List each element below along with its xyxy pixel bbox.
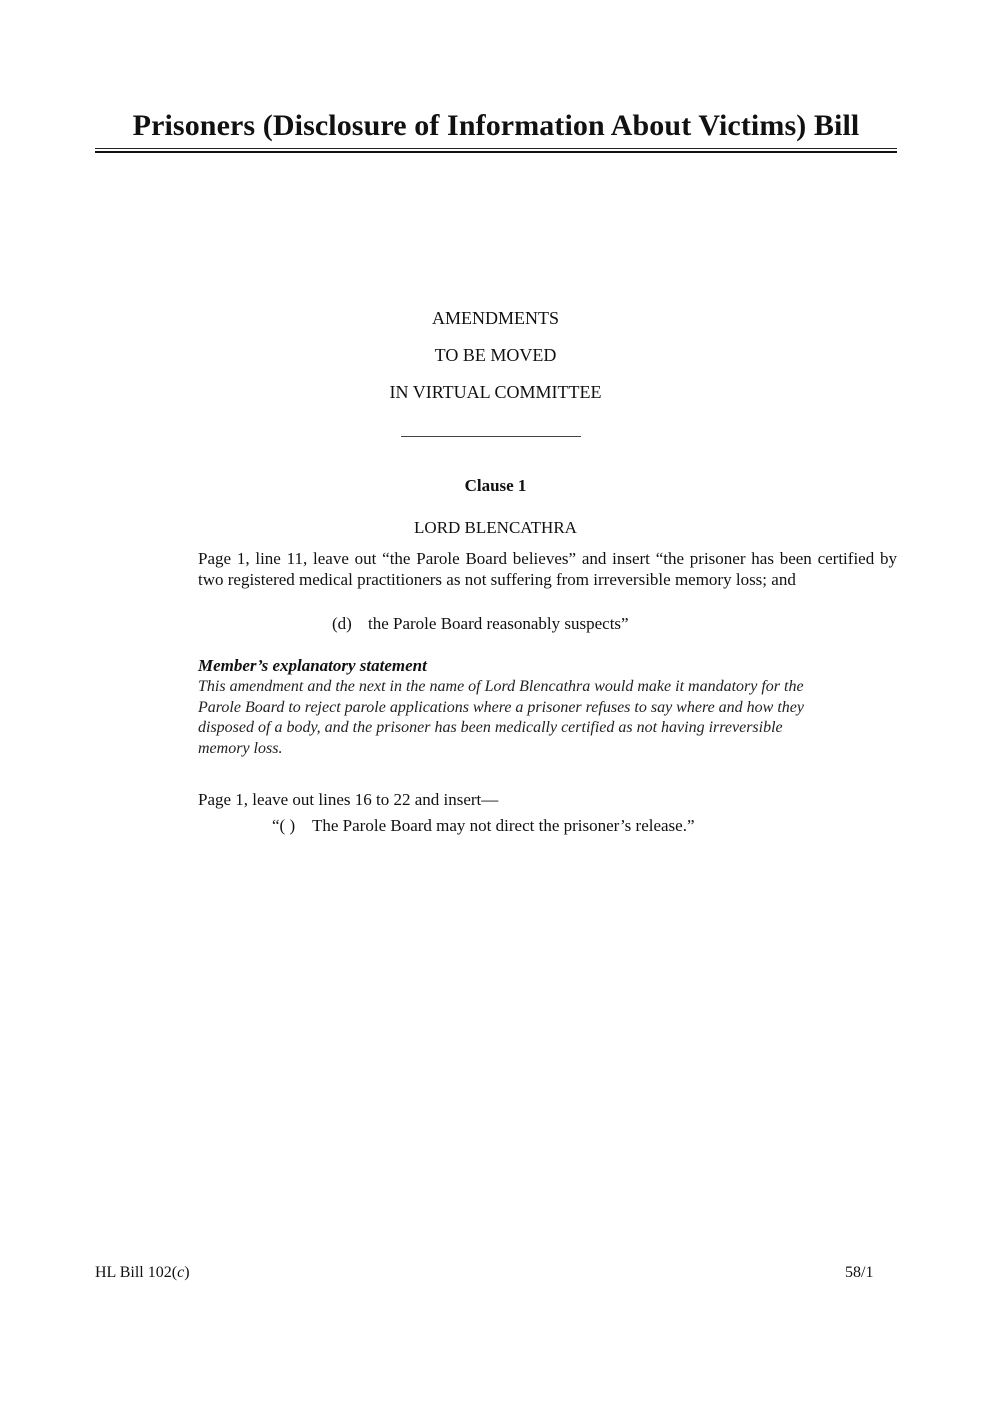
explanatory-statement-body <box>198 677 897 759</box>
bill-ref-letter: c <box>177 1264 185 1281</box>
statement-line: This amendment and the next in the name of Lord Blencathra would make it mandatory for the <box>198 678 804 695</box>
explanatory-statement-heading: Member’s explanatory statement <box>198 656 427 675</box>
bill-title: Prisoners (Disclosure of Information About Victims) Bill <box>132 109 860 142</box>
bill-ref-prefix: HL Bill 102( <box>95 1264 178 1281</box>
statement-line: Parole Board to reject parole applications where a prisoner refuses to say where and how they <box>198 698 804 716</box>
title-rule-thick <box>95 151 897 153</box>
page-reference: 58/1 <box>845 1264 874 1281</box>
subparagraph-number: (d) <box>332 614 352 633</box>
amendment-1-subparagraph <box>332 613 629 634</box>
section-divider <box>401 436 581 437</box>
bill-reference <box>95 1264 190 1282</box>
heading-line-2: TO BE MOVED <box>434 345 557 365</box>
statement-line: memory loss. <box>198 739 283 757</box>
member-name: LORD BLENCATHRA <box>414 518 577 537</box>
amendment-2-text: Page 1, leave out lines 16 to 22 and insert— <box>198 790 499 809</box>
insert-text: The Parole Board may not direct the prisoner’s release.” <box>312 816 695 835</box>
heading-line-3: IN VIRTUAL COMMITTEE <box>389 382 602 402</box>
heading-line-1: AMENDMENTS <box>431 308 559 328</box>
subparagraph-text: the Parole Board reasonably suspects” <box>368 614 629 633</box>
title-rule-thin <box>95 148 897 149</box>
clause-heading: Clause 1 <box>464 476 527 495</box>
statement-line: disposed of a body, and the prisoner has been medically certified as not having irreversible <box>198 719 783 736</box>
amendment-1-text: Page 1, line 11, leave out “the Parole Board believes” and insert “the prisoner has been certified by two registered medical practitioners as not suffering from irreversible memory loss; and <box>198 549 897 589</box>
insert-number: “( ) <box>272 816 296 835</box>
amendment-2-insert <box>272 815 695 836</box>
bill-ref-suffix: ) <box>184 1264 190 1281</box>
